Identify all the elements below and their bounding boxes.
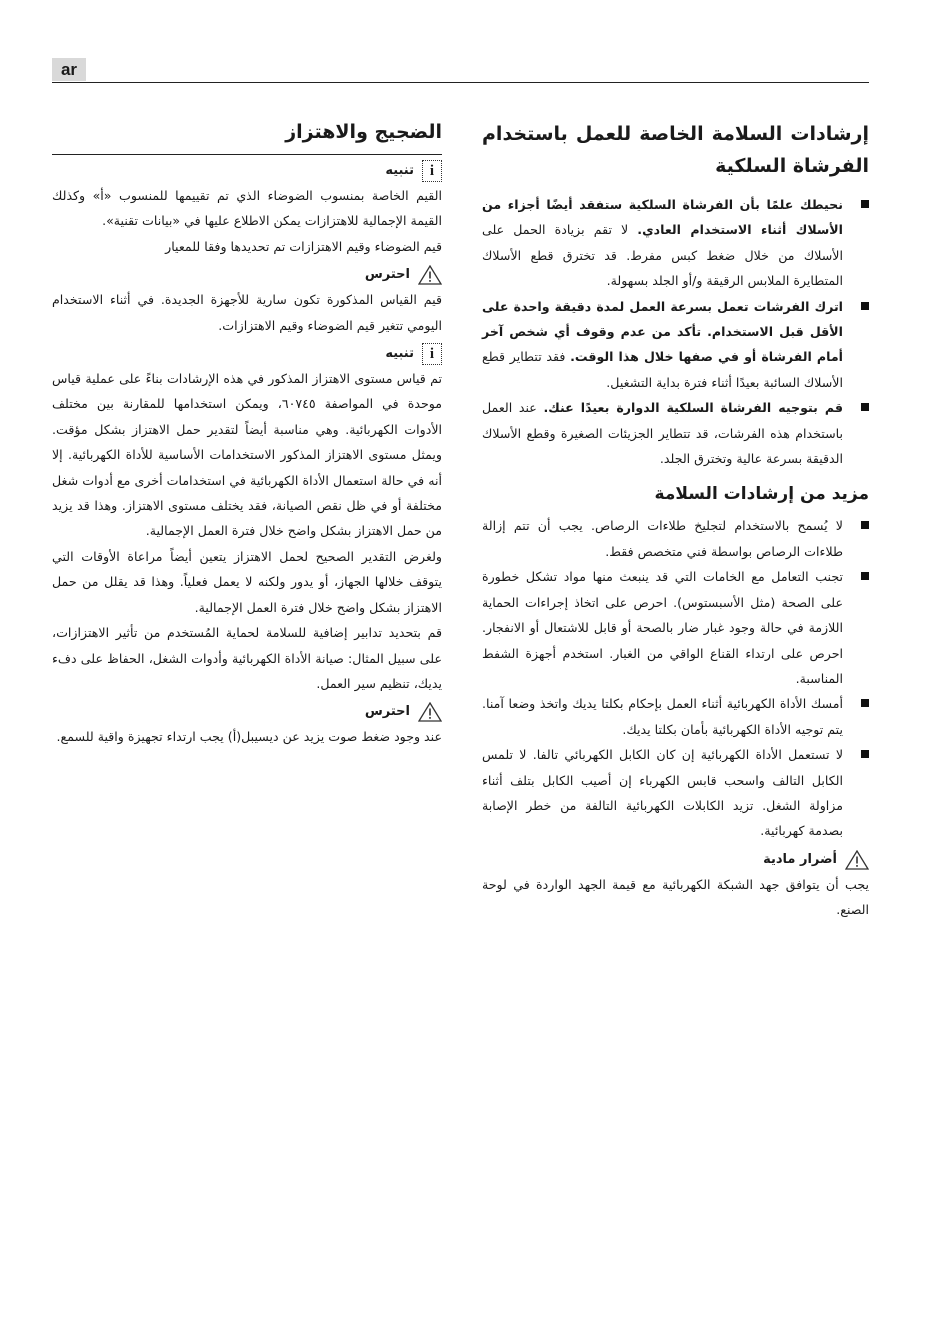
- more-safety-title: مزيد من إرشادات السلامة: [654, 484, 869, 505]
- info-icon: i: [422, 160, 442, 182]
- bullet-text: أمسك الأداة الكهربائية أثناء العمل بإحكام بكلتا يديك واتخذ وضعا آمنا. يتم توجيه الأداة الكهربائية بأمان بكلتا يديك.: [482, 696, 843, 737]
- noise-vibration-title: الضجيج والاهتزاز: [52, 118, 442, 155]
- material-damage-label: أضرار مادية: [763, 851, 837, 867]
- left-column: [52, 118, 442, 750]
- list-item: [482, 395, 869, 471]
- caution-1: [52, 263, 442, 287]
- list-item: [482, 564, 869, 691]
- bullet-text: تجنب التعامل مع الخامات التي قد ينبعث منها مواد تشكل خطورة على الصحة (مثل الأسبستوس). احرص على اتخاذ إجراءات الحماية اللازمة في حالة وجود غبار ضار بالصحة أو قابل للاشتعال أو الانفجار. احرص على ارتداء القناع الواقي من الغبار. استخدم أجهزة الشفط المناسبة.: [482, 569, 843, 686]
- vibration-para-2: ولغرض التقدير الصحيح لحمل الاهتزاز يتعين أيضاً مراعاة الأوقات التي يتوقف خلالها الجهاز، أو يدور ولكنه لا يعمل فعلياً. وهذا قد يقلل من حمل الاهتزاز بشكل واضح خلال فترة العمل الإجمالية.: [52, 548, 442, 615]
- bullet-square-icon: [861, 521, 869, 529]
- bullet-square-icon: [861, 403, 869, 411]
- bullet-text: فقد تتطاير قطع الأسلاك السائبة بعيدًا أثناء فترة بداية التشغيل.: [482, 349, 843, 390]
- standard-text: قيم الضوضاء وقيم الاهتزازات تم تحديدها وفقا للمعيار: [165, 238, 442, 254]
- caution-label: احترس: [364, 267, 410, 283]
- bullet-bold-text: نحيطك علمًا بأن الفرشاة السلكية ستفقد أيضًا أجزاء من الأسلاك أثناء الاستخدام العادي.: [482, 197, 843, 238]
- notice-2: [52, 342, 442, 366]
- bullet-square-icon: [861, 200, 869, 208]
- caution-2-text: عند وجود ضغط صوت يزيد عن ديسيبل(أ) يجب ارتداء تجهيزة واقية للسمع.: [56, 729, 442, 745]
- info-icon: i: [422, 343, 442, 365]
- bullet-bold-text: قم بتوجيه الفرشاة السلكية الدوارة بعيدًا عنك.: [543, 400, 843, 416]
- more-safety-bullets: [482, 513, 869, 843]
- notice-label: تنبيه: [385, 346, 414, 362]
- bullet-bold-text: اترك الفرشات تعمل بسرعة العمل لمدة دقيقة واحدة على الأقل قبل الاستخدام. تأكد من عدم وقوف أي شخص آخر أمام الفرشاة أو في صفها خلال هذا الوقت.: [482, 298, 843, 365]
- bullet-square-icon: [861, 572, 869, 580]
- list-item: [482, 192, 869, 294]
- material-damage-notice: [482, 848, 869, 872]
- bullet-text: لا تقم بزيادة الحمل على الأسلاك من خلال ضغط كبس مفرط. قد تخترق قطع الأسلاك المتطايرة الملابس الرقيقة و/أو الجلد بسهولة.: [482, 222, 843, 289]
- bullet-square-icon: [861, 699, 869, 707]
- caution-1-text: قيم القياس المذكورة تكون سارية للأجهزة الجديدة. في أثناء الاستخدام اليومي تتغير قيم الضوضاء وقيم الاهتزازات.: [52, 292, 442, 333]
- language-tag: ar: [52, 58, 86, 81]
- material-damage-text: يجب أن يتوافق جهد الشبكة الكهربائية مع قيمة الجهد الواردة في لوحة الصنع.: [482, 876, 869, 918]
- notice-2-text: تم قياس مستوى الاهتزاز المذكور في هذه الإرشادات بناءً على عملية قياس موحدة في المواصفة ٦٠٧٤٥، ويمكن استخدامها للمقارنة بين مختلف الأدوات الكهربائية. وهي مناسبة أيضاً لتقدير حمل الاهتزاز بشكل مؤقت. ويمثل مستوى الاهتزاز المذكور الاستخدامات الأساسية للأداة الكهربائية. إلا أنه في حالة استعمال الأداة الكهربائية في استخدامات أخرى مع أدوات شغل مختلفة أو في ظل نقص الصيانة، فقد يختلف مستوى الاهتزاز. وهذا قد يزيد من حمل الاهتزاز بشكل واضح خلال فترة العمل الإجمالية.: [52, 371, 442, 539]
- warning-triangle-icon: [845, 850, 869, 870]
- vibration-para-3: قم بتحديد تدابير إضافية للسلامة لحماية المُستخدم من تأثير الاهتزازات، على سبيل المثال: صيانة الأداة الكهربائية وأدوات الشغل، الحفاظ على دفء يديك، تنظيم سير العمل.: [52, 625, 442, 691]
- bullet-text: لا يُسمح بالاستخدام لتجليخ طلاءات الرصاص. يجب أن تتم إزالة طلاءات الرصاص بواسطة فني متخصص فقط.: [482, 518, 843, 559]
- wire-brush-bullets: [482, 192, 869, 471]
- list-item: [482, 742, 869, 844]
- caution-2: [52, 700, 442, 724]
- warning-triangle-icon: [418, 265, 442, 285]
- bullet-square-icon: [861, 750, 869, 758]
- list-item: [482, 691, 869, 742]
- notice-label: تنبيه: [385, 163, 414, 178]
- bullet-text: عند العمل باستخدام هذه الفرشات، قد تتطاير الجزيئات الصغيرة وقطع الأسلاك الدقيقة بسرعة عالية وتخترق الجلد.: [482, 400, 843, 467]
- caution-label: احترس: [364, 704, 410, 720]
- notice-1: [52, 159, 442, 183]
- bullet-square-icon: [861, 302, 869, 310]
- bullet-text: لا تستعمل الأداة الكهربائية إن كان الكابل الكهربائي تالفا. لا تلمس الكابل التالف واسحب قابس الكهرباء إن أصيب الكابل بتلف أثناء مزاولة الشغل. تزيد الكابلات الكهربائية التالفة من خطر الإصابة بصدمة كهربائية.: [482, 747, 843, 839]
- right-column: [482, 118, 869, 923]
- header-rule: [52, 82, 869, 83]
- warning-triangle-icon: [418, 702, 442, 722]
- notice-1-text: القيم الخاصة بمنسوب الضوضاء الذي تم تقييمها للمنسوب «أ» وكذلك القيمة الإجمالية للاهتزازات يمكن الاطلاع عليها في «بيانات تقنية».: [52, 188, 442, 229]
- list-item: [482, 513, 869, 564]
- wire-brush-safety-title: إرشادات السلامة الخاصة للعمل باستخدام الفرشاة السلكية: [482, 123, 869, 177]
- list-item: [482, 294, 869, 396]
